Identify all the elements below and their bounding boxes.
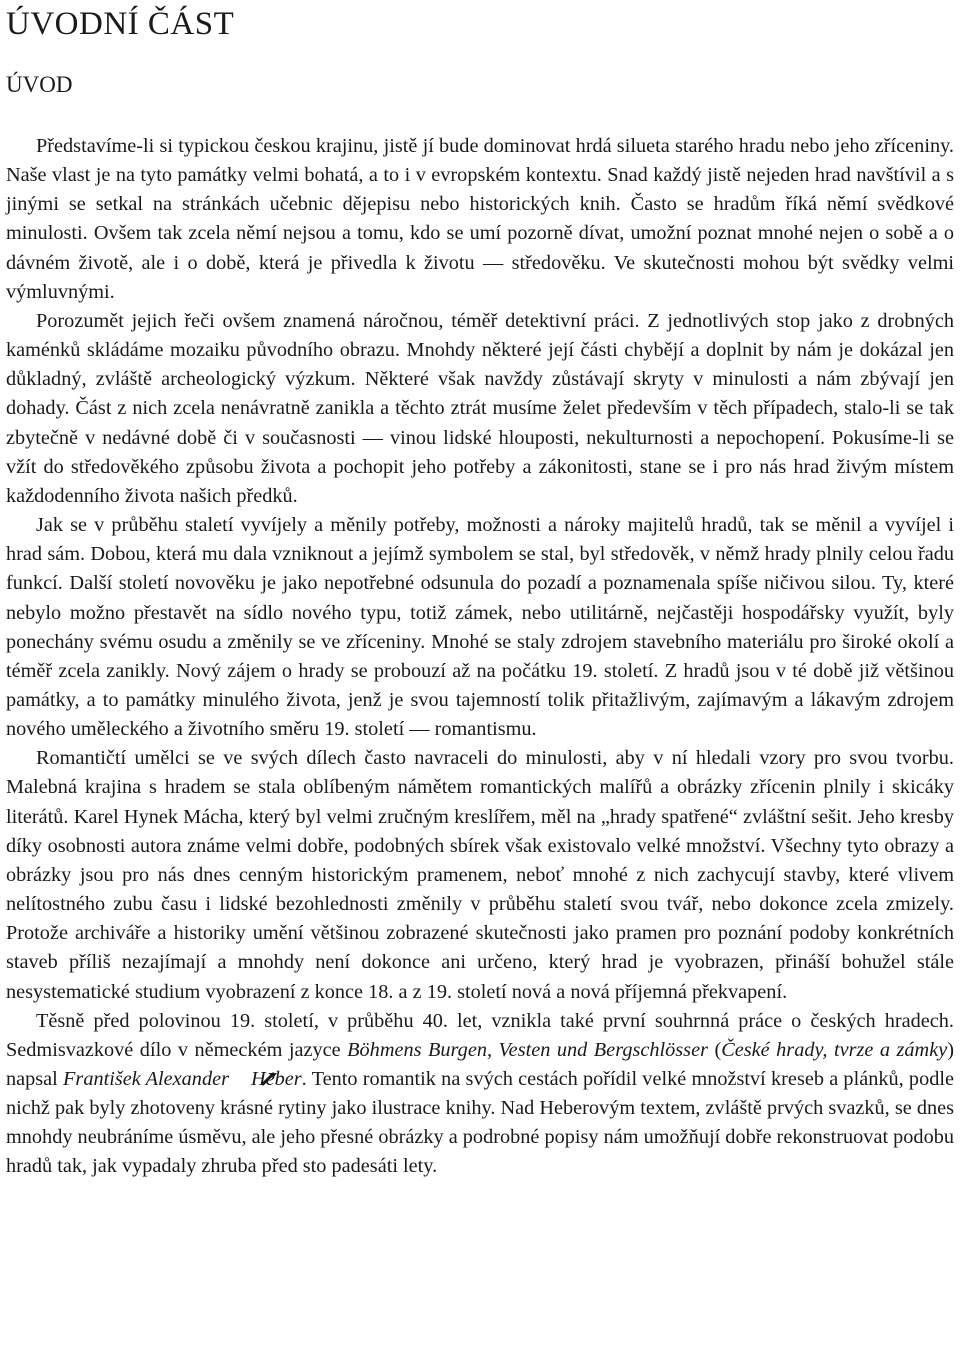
book-title-czech: České hrady, tvrze a zámky xyxy=(721,1038,948,1061)
cross-icon xyxy=(231,1066,249,1082)
text-run: ) napsal xyxy=(6,1038,954,1090)
paragraph-3: Jak se v průběhu staletí vyvíjely a měnily potřeby, možnosti a nároky majitelů hradů, tak se měnil a vyvíjel i hrad sám. Dobou, která mu dala vzniknout a jejímž symbolem se stal, byl středověk, v němž hrady plnily celou řadu funkcí. Další století novověku je jako nepotřebné odsunula do pozadí a poznamenala spíše ničivou silou. Ty, které nebylo možno přestavět na sídlo nového typu, totiž zámek, nebo utilitárně, nejčastěji hospodářsky využít, byly ponechány svému osudu a změnily se ve zříceniny. Mnohé se staly zdrojem stavebního materiálu pro široké okolí a téměř zcela zanikly. Nový zájem o hrady se probouzí až na počátku 19. století. Z hradů jsou v té době již většinou památky, a to památky minulého života, jenž je svou tajemností tolik přitažlivým, zajímavým a lákavým zdrojem nového uměleckého a životního směru 19. století — romantismu. xyxy=(6,514,954,741)
paragraph-2: Porozumět jejich řeči ovšem znamená náročnou, téměř detektivní práci. Z jednotlivých stop jako z drobných kaménků skládáme mozaiku původního obrazu. Mnohdy některé její části chybějí a doplnit by nám je dokázal jen důkladný, zvláště archeologický výzkum. Některé však navždy zůstávají skryty v minulosti a nám zbývají jen dohady. Část z nich zcela nenávratně zanikla a těchto ztrát musíme želet především v těch případech, stalo-li se tak zbytečně v nedávné době či v současnosti — vinou lidské hlouposti, nekulturnosti a nepochopení. Pokusíme-li se vžít do středověkého způsobu života a pochopit jeho potřeby a zákonitosti, stane se i pro nás hrad živým místem každodenního života našich předků. xyxy=(6,309,954,507)
paragraph-4: Romantičtí umělci se ve svých dílech často navraceli do minulosti, aby v ní hledali vzory pro svou tvorbu. Malebná krajina s hradem se stala oblíbeným námětem romantických malířů a obrázky zřícenin plnily i skicáky literátů. Karel Hynek Mácha, který byl velmi zručným kreslířem, měl na „hrady spatřené“ zvláštní sešit. Jeho kresby díky osobnosti autora známe velmi dobře, podobných sbírek však existovalo velké množství. Všechny tyto obrazy a obrázky jsou pro nás dnes cenným historickým pramenem, neboť mnohé z nich zachycují stavby, které vlivem nelítostného zubu času i lidské bezohlednosti změnily v průběhu staletí svou tvář, nebo dokonce zcela zmizely. Protože archiváře a historiky umění většinou zobrazené skutečnosti jako pramen pro poznání podoby konkrétních staveb příliš nezajímají a mnohdy není dokonce ani určeno, který hrad je vyobrazen, přináší bohužel stále nesystematické studium vyobrazení z konce 18. a z 19. století nová a nová příjemná překvapení. xyxy=(6,747,954,1003)
author-surname: Heber xyxy=(250,1068,302,1090)
page xyxy=(6,0,954,1182)
text-run: . Tento romantik na svých cestách pořídil velké množství kreseb a plánků, podle nichž pak byly zhotoveny krásné rytiny jako ilustrace knihy. Nad Heberovým textem, zvláště prvých svazků, se dnes mnohdy neubráníme úsměvu, ale jeho přesné obrázky a podrobné popisy nám umožňují dobře rekonstruovat podobu hradů tak, jak vypadaly zhruba před sto padesáti lety. xyxy=(6,1068,954,1178)
section-title: ÚVOD xyxy=(6,72,73,97)
paragraph-1: Představíme-li si typickou českou krajinu, jistě jí bude dominovat hrdá silueta starého hradu nebo jeho zříceniny. Naše vlast je na tyto památky velmi bohatá, a to i v evropském kontextu. Snad každý jistě nejeden hrad navštívil a s jinými se setkal na stránkách učebnic dějepisu nebo historických knih. Často se hradům říká němí svědkové minulosti. Ovšem tak zcela němí nejsou a tomu, kdo se umí pozorně dívat, umožní poznat mnohé nejen o sobě a o dávném životě, ale i o době, která je přivedla k životu — středověku. Ve skutečnosti mohou být svědky velmi výmluvnými. xyxy=(6,135,954,303)
document-body xyxy=(6,132,954,1182)
paragraph-5 xyxy=(6,1007,954,1182)
author-name: František Alexander xyxy=(63,1068,229,1090)
text-run: Těsně před polovinou 19. století, v průběhu 40. let, vznikla také první souhrnná práce o českých hradech. Sedmisvazkové dílo v německém jazyce xyxy=(6,1009,954,1061)
page-title: ÚVODNÍ ČÁST xyxy=(6,6,235,42)
text-run: ( xyxy=(707,1038,722,1061)
book-title-german: Böhmens Burgen, Vesten und Bergschlösser xyxy=(347,1038,708,1061)
